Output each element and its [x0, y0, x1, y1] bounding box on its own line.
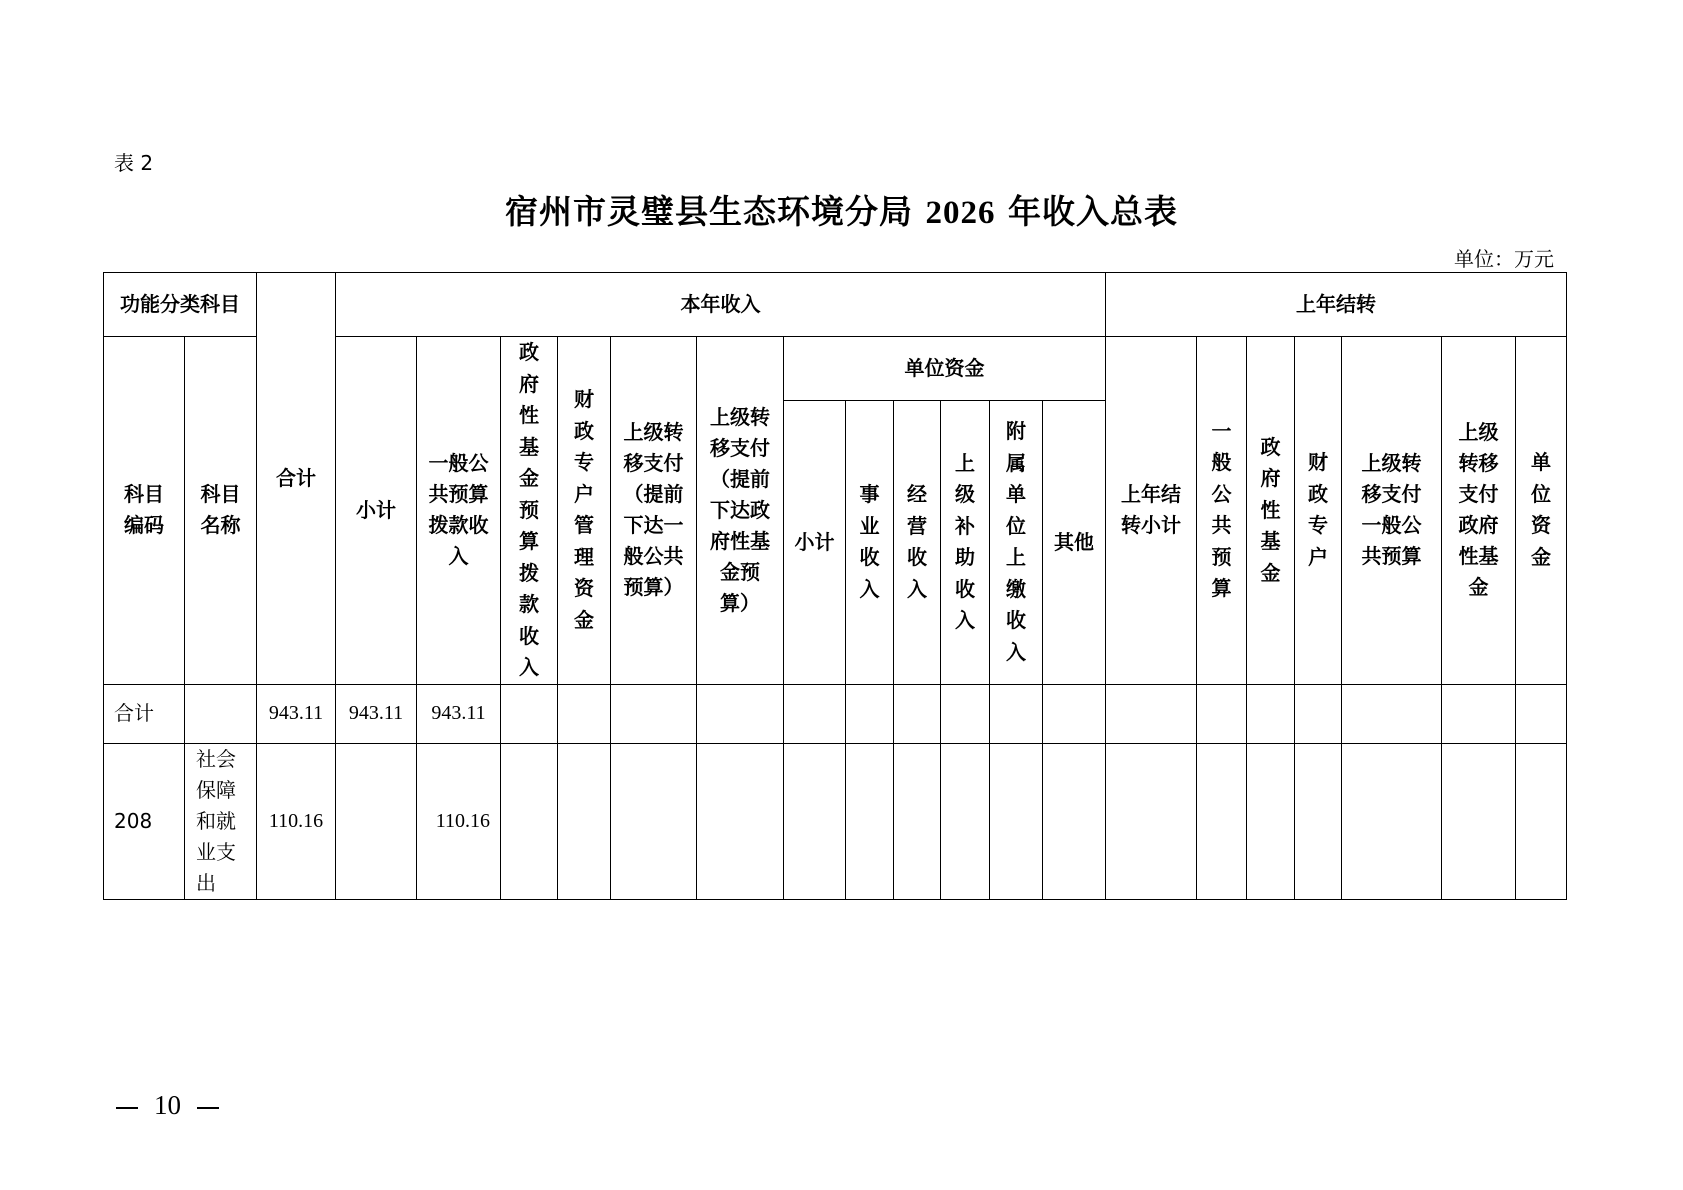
header-row-1 — [104, 273, 1567, 337]
row-total: 110.16 — [257, 743, 336, 899]
row-code: 208 — [104, 743, 185, 899]
header-upper-transfer-general-text: 上级转移支付（提前下达一般公共预算） — [623, 420, 684, 600]
header-fiscal-special — [558, 337, 611, 685]
table-cell — [558, 743, 611, 899]
table-cell — [1197, 743, 1247, 899]
header-affiliated-income — [990, 401, 1043, 684]
table-cell — [1442, 684, 1516, 743]
header-upper-transfer-general — [611, 337, 697, 685]
table-cell — [1295, 684, 1342, 743]
header-current-income: 本年收入 — [336, 273, 1106, 337]
header-upper-transfer-gov-text: 上级转移支付（提前下达政府性基金预算） — [710, 404, 770, 615]
dash-right — [197, 1107, 219, 1109]
header-prev-unit-text: 单位资金 — [1531, 450, 1552, 569]
header-gov-fund — [501, 337, 558, 685]
table-label: 表 2 — [114, 151, 154, 175]
header-prev-fiscal-text: 财政专户 — [1308, 450, 1328, 569]
header-general-budget — [417, 337, 501, 685]
header-prev-subtotal — [1106, 337, 1197, 685]
header-subtotal: 小计 — [336, 337, 417, 685]
header-prev-unit — [1516, 337, 1567, 685]
table-cell — [697, 743, 784, 899]
table-cell — [611, 684, 697, 743]
header-unit-subtotal: 小计 — [784, 401, 846, 684]
unit-label: 单位：万元 — [1454, 247, 1554, 271]
header-fiscal-special-text: 财政专户管理资金 — [574, 387, 594, 632]
table-cell — [990, 684, 1043, 743]
table-cell — [1516, 684, 1567, 743]
header-gov-fund-text: 政府性基金预算拨款收入 — [519, 340, 539, 679]
table-cell — [1516, 743, 1567, 899]
row-subtotal: 943.11 — [336, 684, 417, 743]
header-upper-subsidy-text: 上级补助收入 — [955, 450, 975, 633]
header-upper-transfer-gov — [697, 337, 784, 685]
table-row — [104, 684, 1567, 743]
table-cell — [1043, 743, 1106, 899]
header-prev-upper-general — [1342, 337, 1442, 685]
row-general-budget: 943.11 — [417, 684, 501, 743]
table-cell — [1043, 684, 1106, 743]
table-cell — [846, 684, 894, 743]
header-other: 其他 — [1043, 401, 1106, 684]
row-code: 合计 — [104, 684, 185, 743]
header-prev-upper-gov-text: 上级转移支付政府性基金 — [1458, 420, 1499, 600]
header-prev-general — [1197, 337, 1247, 685]
header-operating-income-text: 经营收入 — [907, 482, 927, 601]
table-cell — [1295, 743, 1342, 899]
row-total: 943.11 — [257, 684, 336, 743]
header-prev-general-text: 一般公共预算 — [1211, 418, 1232, 601]
header-business-income — [846, 401, 894, 684]
table-cell — [1342, 684, 1442, 743]
table-cell — [501, 684, 558, 743]
row-name — [185, 684, 257, 743]
header-prev-gov-fund — [1247, 337, 1295, 685]
header-total — [257, 273, 336, 685]
title-year: 2026 — [925, 195, 996, 231]
table-cell — [894, 684, 941, 743]
header-prev-upper-gov — [1442, 337, 1516, 685]
header-affiliated-income-text: 附属单位上缴收入 — [1006, 419, 1026, 664]
header-prev-carry: 上年结转 — [1106, 273, 1567, 337]
table-cell — [941, 743, 990, 899]
header-prev-upper-general-text: 上级转移支付一般公共预算 — [1361, 451, 1422, 569]
header-code-text: 科目编码 — [124, 482, 164, 538]
page-title — [0, 186, 1683, 233]
table-cell — [1247, 684, 1295, 743]
header-total-text: 合计 — [276, 465, 316, 490]
header-prev-fiscal — [1295, 337, 1342, 685]
header-prev-subtotal-text: 上年结转小计 — [1121, 482, 1181, 538]
table-cell — [894, 743, 941, 899]
table-cell — [990, 743, 1043, 899]
table-cell — [697, 684, 784, 743]
header-name — [185, 337, 257, 685]
title-prefix: 宿州市灵璧县生态环境分局 — [505, 192, 913, 231]
table-cell — [1106, 743, 1197, 899]
header-name-text: 科目名称 — [200, 482, 241, 538]
header-general-budget-text: 一般公共预算拨款收入 — [428, 451, 489, 569]
table-row — [104, 743, 1567, 899]
table-cell — [784, 743, 846, 899]
table-cell — [611, 743, 697, 899]
table-cell — [1106, 684, 1197, 743]
header-upper-subsidy — [941, 401, 990, 684]
table-cell — [1197, 684, 1247, 743]
table-cell — [1342, 743, 1442, 899]
table-cell — [558, 684, 611, 743]
header-func-class: 功能分类科目 — [104, 273, 257, 337]
table-cell — [846, 743, 894, 899]
header-operating-income — [894, 401, 941, 684]
header-unit-funds: 单位资金 — [784, 337, 1106, 401]
income-summary-table — [103, 272, 1567, 900]
row-name — [185, 743, 257, 899]
page-number — [116, 1090, 235, 1121]
dash-left — [116, 1107, 138, 1109]
table-cell — [941, 684, 990, 743]
header-prev-gov-fund-text: 政府性基金 — [1260, 434, 1281, 585]
row-subtotal — [336, 743, 417, 899]
header-business-income-text: 事业收入 — [859, 482, 880, 601]
table-cell — [784, 684, 846, 743]
title-suffix: 年收入总表 — [1008, 192, 1178, 231]
table-cell — [501, 743, 558, 899]
row-general-budget: 110.16 — [417, 743, 501, 899]
table-cell — [1442, 743, 1516, 899]
header-code — [104, 337, 185, 685]
row-name-text: 社会保障和就业支出 — [196, 746, 236, 895]
page-number-text: 10 — [154, 1090, 181, 1120]
table-cell — [1247, 743, 1295, 899]
